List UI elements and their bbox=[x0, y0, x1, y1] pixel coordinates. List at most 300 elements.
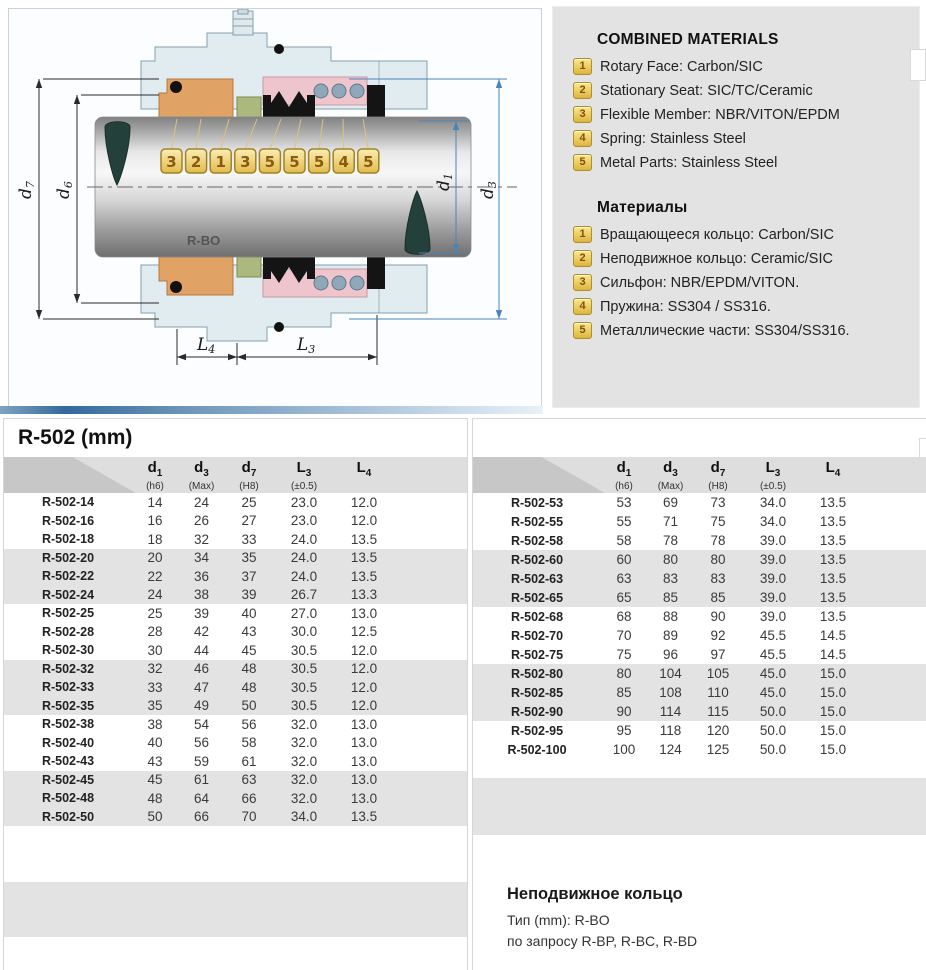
value-cell: 45 bbox=[241, 642, 257, 658]
table-row bbox=[4, 567, 467, 586]
material-item-label: Stationary Seat: SIC/TC/Ceramic bbox=[600, 82, 813, 99]
value-cell: 118 bbox=[659, 723, 682, 738]
value-cell: 26 bbox=[193, 513, 210, 529]
table-row bbox=[4, 641, 467, 660]
value-cell: 95 bbox=[616, 723, 632, 738]
material-item bbox=[573, 82, 919, 99]
model-cell: R-502-20 bbox=[41, 550, 95, 565]
left-table-header bbox=[4, 457, 467, 493]
model-cell: R-502-53 bbox=[510, 495, 564, 510]
value-cell: 42 bbox=[193, 624, 210, 640]
table-row bbox=[4, 678, 467, 697]
value-cell: 24.0 bbox=[290, 550, 318, 566]
value-cell: 50.0 bbox=[759, 723, 787, 738]
value-cell: 39.0 bbox=[759, 571, 787, 586]
value-cell: 13.0 bbox=[350, 735, 378, 751]
callout-number-boxes bbox=[161, 149, 379, 173]
table-row bbox=[4, 623, 467, 642]
oring-dot-top bbox=[274, 44, 284, 54]
value-cell: 13.5 bbox=[350, 568, 378, 584]
value-cell: 90 bbox=[710, 609, 726, 624]
model-cell: R-502-90 bbox=[510, 704, 564, 719]
value-cell: 33 bbox=[241, 531, 257, 547]
material-item-label: Spring: Stainless Steel bbox=[600, 130, 746, 147]
table-row bbox=[4, 549, 467, 568]
value-cell: 40 bbox=[147, 735, 163, 751]
value-cell: 13.0 bbox=[350, 716, 378, 732]
value-cell: 54 bbox=[193, 716, 210, 732]
value-cell: 12.0 bbox=[350, 661, 378, 677]
item-number-badge: 5 bbox=[573, 154, 592, 171]
value-cell: 35 bbox=[147, 698, 163, 714]
value-cell: 13.5 bbox=[350, 809, 378, 825]
callout-number: 2 bbox=[190, 153, 202, 171]
value-cell: 45.5 bbox=[759, 628, 787, 643]
value-cell: 45.5 bbox=[759, 647, 787, 662]
model-cell: R-502-30 bbox=[41, 643, 95, 658]
value-cell: 13.3 bbox=[350, 587, 378, 603]
value-cell: 45.0 bbox=[759, 666, 787, 681]
value-cell: 73 bbox=[710, 495, 726, 510]
value-cell: 32.0 bbox=[290, 735, 318, 751]
value-cell: 75 bbox=[616, 647, 632, 662]
seal-cross-section-diagram bbox=[9, 9, 541, 406]
item-number-badge: 2 bbox=[573, 82, 592, 99]
value-cell: 71 bbox=[662, 514, 679, 529]
value-cell: 13.0 bbox=[350, 772, 378, 788]
model-cell: R-502-60 bbox=[510, 552, 564, 567]
value-cell: 13.5 bbox=[350, 531, 378, 547]
filler-row bbox=[4, 937, 467, 956]
value-cell: 20 bbox=[147, 550, 163, 566]
table-row bbox=[473, 702, 926, 721]
callout-number: 5 bbox=[289, 153, 300, 171]
model-cell: R-502-85 bbox=[510, 685, 564, 700]
combined-materials-title: COMBINED MATERIALS bbox=[597, 31, 779, 48]
value-cell: 39.0 bbox=[759, 590, 787, 605]
column-header: $d_3$ (Max) bbox=[657, 459, 684, 492]
value-cell: 48 bbox=[241, 679, 257, 695]
value-cell: 12.0 bbox=[350, 494, 378, 510]
oring-dot-bottom bbox=[274, 322, 284, 332]
model-cell: R-502-32 bbox=[41, 661, 95, 676]
value-cell: 37 bbox=[241, 568, 257, 584]
callout-number: 5 bbox=[313, 153, 325, 171]
value-cell: 64 bbox=[193, 790, 210, 806]
seal-components-top bbox=[159, 77, 385, 117]
table-row bbox=[4, 715, 467, 734]
material-item-label: Пружина: SS304 / SS316. bbox=[600, 298, 771, 315]
value-cell: 53 bbox=[616, 495, 632, 510]
filler-row bbox=[473, 759, 926, 778]
value-cell: 13.5 bbox=[819, 495, 847, 510]
value-cell: 12.0 bbox=[350, 513, 378, 529]
value-cell: 110 bbox=[707, 685, 729, 700]
value-cell: 65 bbox=[616, 590, 632, 605]
item-number-badge: 3 bbox=[573, 274, 592, 291]
value-cell: 70 bbox=[241, 809, 257, 825]
value-cell: 46 bbox=[193, 661, 210, 677]
material-item bbox=[573, 154, 919, 171]
value-cell: 97 bbox=[710, 647, 726, 662]
filler-row bbox=[4, 845, 467, 864]
value-cell: 115 bbox=[707, 704, 729, 719]
value-cell: 13.0 bbox=[350, 790, 378, 806]
value-cell: 12.0 bbox=[350, 698, 378, 714]
materials-panel bbox=[552, 6, 920, 408]
value-cell: 27 bbox=[241, 513, 257, 529]
material-item-label: Сильфон: NBR/EPDM/VITON. bbox=[600, 274, 800, 291]
callout-number: 3 bbox=[240, 153, 251, 171]
model-cell: R-502-33 bbox=[41, 680, 95, 695]
value-cell: 100 bbox=[612, 742, 636, 757]
value-cell: 50 bbox=[241, 698, 257, 714]
value-cell: 32.0 bbox=[290, 790, 318, 806]
value-cell: 30.5 bbox=[290, 679, 318, 695]
filler-row bbox=[4, 863, 467, 882]
model-cell: R-502-100 bbox=[507, 742, 567, 757]
value-cell: 55 bbox=[616, 514, 632, 529]
value-cell: 120 bbox=[706, 723, 730, 738]
value-cell: 50.0 bbox=[759, 704, 787, 719]
column-header: $d_7$ (H8) bbox=[239, 459, 259, 492]
value-cell: 22 bbox=[147, 568, 163, 584]
value-cell: 63 bbox=[241, 772, 257, 788]
value-cell: 24.0 bbox=[290, 531, 318, 547]
value-cell: 114 bbox=[659, 704, 682, 719]
value-cell: 48 bbox=[241, 661, 257, 677]
model-cell: R-502-65 bbox=[510, 590, 564, 605]
value-cell: 13.5 bbox=[819, 533, 847, 548]
dim-label-d7: d7 bbox=[16, 181, 37, 199]
value-cell: 43 bbox=[241, 624, 257, 640]
value-cell: 88 bbox=[662, 609, 679, 624]
value-cell: 85 bbox=[710, 590, 726, 605]
value-cell: 104 bbox=[659, 666, 682, 681]
table-row bbox=[473, 569, 926, 588]
value-cell: 32.0 bbox=[290, 753, 318, 769]
value-cell: 50 bbox=[147, 809, 163, 825]
model-cell: R-502-35 bbox=[41, 698, 95, 713]
value-cell: 25 bbox=[241, 494, 257, 510]
model-cell: R-502-43 bbox=[41, 754, 95, 769]
value-cell: 68 bbox=[616, 609, 632, 624]
value-cell: 28 bbox=[147, 624, 163, 640]
callout-number: 1 bbox=[215, 153, 226, 171]
model-cell: R-502-22 bbox=[41, 569, 95, 584]
table-row bbox=[4, 734, 467, 753]
value-cell: 80 bbox=[710, 552, 726, 567]
value-cell: 58 bbox=[616, 533, 632, 548]
value-cell: 24.0 bbox=[290, 568, 318, 584]
russian-materials-title: Материалы bbox=[597, 199, 688, 216]
right-table-title-spacer bbox=[473, 419, 926, 457]
value-cell: 30.5 bbox=[290, 642, 318, 658]
item-number-badge: 1 bbox=[573, 58, 592, 75]
value-cell: 78 bbox=[662, 533, 679, 548]
value-cell: 43 bbox=[147, 753, 163, 769]
model-cell: R-502-16 bbox=[41, 513, 95, 528]
value-cell: 12.0 bbox=[350, 679, 378, 695]
value-cell: 58 bbox=[241, 735, 257, 751]
model-cell: R-502-58 bbox=[510, 533, 564, 548]
material-item-label: Вращающееся кольцо: Carbon/SIC bbox=[600, 226, 834, 243]
callout-number: 5 bbox=[264, 153, 276, 171]
table-row bbox=[473, 493, 926, 512]
model-cell: R-502-40 bbox=[41, 735, 95, 750]
item-number-badge: 3 bbox=[573, 106, 592, 123]
value-cell: 40 bbox=[241, 605, 257, 621]
value-cell: 63 bbox=[616, 571, 632, 586]
value-cell: 30 bbox=[147, 642, 163, 658]
callout-number: 3 bbox=[166, 153, 177, 171]
table-row bbox=[4, 660, 467, 679]
note-title: Неподвижное кольцо bbox=[507, 885, 683, 903]
value-cell: 32 bbox=[193, 531, 210, 547]
material-item-label: Металлические части: SS304/SS316. bbox=[600, 322, 850, 339]
value-cell: 39.0 bbox=[759, 609, 787, 624]
item-number-badge: 4 bbox=[573, 298, 592, 315]
value-cell: 18 bbox=[147, 531, 163, 547]
item-number-badge: 4 bbox=[573, 130, 592, 147]
left-table-panel bbox=[3, 418, 468, 970]
value-cell: 45.0 bbox=[759, 685, 787, 700]
value-cell: 105 bbox=[706, 666, 730, 681]
value-cell: 30.0 bbox=[290, 624, 318, 640]
value-cell: 59 bbox=[193, 753, 210, 769]
value-cell: 26.7 bbox=[290, 587, 318, 603]
value-cell: 45 bbox=[147, 772, 163, 788]
value-cell: 108 bbox=[659, 685, 682, 700]
model-cell: R-502-48 bbox=[41, 791, 95, 806]
value-cell: 80 bbox=[662, 552, 679, 567]
filler-row bbox=[4, 826, 467, 845]
material-item-label: Flexible Member: NBR/VITON/EPDM bbox=[600, 106, 840, 123]
value-cell: 90 bbox=[616, 704, 632, 719]
value-cell: 25 bbox=[147, 605, 163, 621]
value-cell: 49 bbox=[193, 698, 210, 714]
dim-label-L4: L4 bbox=[197, 335, 216, 356]
table-row bbox=[473, 550, 926, 569]
value-cell: 34.0 bbox=[759, 514, 787, 529]
table-row bbox=[473, 645, 926, 664]
value-cell: 13.5 bbox=[819, 552, 847, 567]
value-cell: 50.0 bbox=[759, 742, 787, 757]
value-cell: 30.5 bbox=[290, 698, 318, 714]
column-header: $d_7$ (H8) bbox=[708, 459, 728, 492]
table-row bbox=[473, 531, 926, 550]
value-cell: 89 bbox=[662, 628, 679, 643]
column-header: $L_4$ bbox=[825, 459, 841, 479]
panel-tab-notch bbox=[910, 49, 926, 81]
model-cell: R-502-28 bbox=[41, 624, 95, 639]
column-header: $d_1$ (h6) bbox=[615, 459, 633, 492]
value-cell: 13.0 bbox=[350, 753, 378, 769]
filler-row bbox=[473, 778, 926, 797]
callout-number: 5 bbox=[363, 153, 374, 171]
model-cell: R-502-80 bbox=[510, 666, 564, 681]
right-table-panel bbox=[472, 418, 926, 970]
value-cell: 38 bbox=[147, 716, 163, 732]
value-cell: 66 bbox=[241, 790, 257, 806]
note-type-line: Тип (mm): R-BO bbox=[507, 912, 610, 928]
note-request-line: по запросу R-BP, R-BC, R-BD bbox=[507, 933, 698, 949]
value-cell: 39.0 bbox=[759, 552, 787, 567]
value-cell: 32.0 bbox=[290, 716, 318, 732]
model-cell: R-502-55 bbox=[510, 514, 564, 529]
model-cell: R-502-38 bbox=[41, 717, 95, 732]
table-row bbox=[4, 493, 467, 512]
value-cell: 70 bbox=[616, 628, 632, 643]
value-cell: 78 bbox=[710, 533, 726, 548]
value-cell: 13.5 bbox=[819, 609, 847, 624]
dim-label-d6: d6 bbox=[54, 181, 75, 199]
value-cell: 15.0 bbox=[819, 685, 847, 700]
value-cell: 85 bbox=[616, 685, 632, 700]
value-cell: 39 bbox=[241, 587, 257, 603]
set-screw bbox=[233, 9, 253, 35]
model-cell: R-502-68 bbox=[510, 609, 564, 624]
table-row bbox=[473, 740, 926, 759]
value-cell: 96 bbox=[662, 647, 679, 662]
value-cell: 124 bbox=[659, 742, 682, 757]
table-row bbox=[4, 586, 467, 605]
value-cell: 13.5 bbox=[819, 571, 847, 586]
right-table-header bbox=[473, 457, 926, 493]
filler-row bbox=[473, 816, 926, 835]
material-item bbox=[573, 298, 919, 315]
filler-row bbox=[473, 797, 926, 816]
material-item bbox=[573, 58, 919, 75]
filler-row bbox=[4, 882, 467, 901]
table-row bbox=[473, 683, 926, 702]
value-cell: 92 bbox=[710, 628, 726, 643]
right-table-body bbox=[473, 493, 926, 835]
value-cell: 83 bbox=[710, 571, 726, 586]
model-cell: R-502-24 bbox=[41, 587, 95, 602]
dim-label-d1: d1 bbox=[434, 173, 455, 191]
value-cell: 14.5 bbox=[819, 647, 847, 662]
value-cell: 44 bbox=[193, 642, 210, 658]
value-cell: 69 bbox=[662, 495, 679, 510]
value-cell: 75 bbox=[710, 514, 726, 529]
table-row bbox=[4, 512, 467, 531]
material-item bbox=[573, 250, 919, 267]
left-table-body bbox=[4, 493, 467, 970]
combined-materials-list bbox=[573, 58, 919, 171]
value-cell: 61 bbox=[241, 753, 257, 769]
table-row bbox=[473, 512, 926, 531]
material-item-label: Неподвижное кольцо: Ceramic/SIC bbox=[600, 250, 833, 267]
value-cell: 36 bbox=[193, 568, 210, 584]
table-row bbox=[473, 607, 926, 626]
column-header: $d_3$ (Max) bbox=[188, 459, 215, 492]
value-cell: 47 bbox=[193, 679, 210, 695]
value-cell: 30.5 bbox=[290, 661, 318, 677]
material-item bbox=[573, 130, 919, 147]
value-cell: 38 bbox=[193, 587, 210, 603]
value-cell: 13.0 bbox=[350, 605, 378, 621]
model-cell: R-502-45 bbox=[41, 772, 95, 787]
table-row bbox=[4, 789, 467, 808]
model-cell: R-502-63 bbox=[510, 571, 564, 586]
table-row bbox=[4, 808, 467, 827]
filler-row bbox=[4, 919, 467, 938]
value-cell: 125 bbox=[706, 742, 730, 757]
value-cell: 56 bbox=[193, 735, 210, 751]
stationary-ring-note bbox=[507, 885, 926, 952]
table-row bbox=[473, 626, 926, 645]
value-cell: 60 bbox=[616, 552, 632, 567]
value-cell: 24 bbox=[147, 587, 163, 603]
filler-row bbox=[4, 900, 467, 919]
column-header: $L_3$ (±0.5) bbox=[290, 459, 318, 492]
value-cell: 23.0 bbox=[290, 513, 318, 529]
value-cell: 33 bbox=[147, 679, 163, 695]
column-header: $L_4$ bbox=[356, 459, 372, 479]
value-cell: 34 bbox=[193, 550, 210, 566]
value-cell: 32 bbox=[147, 661, 163, 677]
value-cell: 83 bbox=[662, 571, 679, 586]
value-cell: 15.0 bbox=[819, 666, 847, 681]
table-row bbox=[4, 530, 467, 549]
material-item-label: Metal Parts: Stainless Steel bbox=[600, 154, 778, 171]
model-cell: R-502-95 bbox=[510, 723, 564, 738]
item-number-badge: 2 bbox=[573, 250, 592, 267]
left-table-title: R-502 (mm) bbox=[18, 426, 133, 449]
column-header: $L_3$ (±0.5) bbox=[759, 459, 787, 492]
filler-row bbox=[4, 956, 467, 970]
value-cell: 13.5 bbox=[819, 514, 847, 529]
seal-diagram-panel bbox=[8, 8, 542, 407]
column-header: $d_1$ (h6) bbox=[146, 459, 164, 492]
value-cell: 66 bbox=[193, 809, 210, 825]
material-item bbox=[573, 274, 919, 291]
table-row bbox=[4, 604, 467, 623]
blue-divider-bar bbox=[0, 406, 543, 414]
model-cell: R-502-70 bbox=[510, 628, 564, 643]
value-cell: 15.0 bbox=[819, 723, 847, 738]
value-cell: 32.0 bbox=[290, 772, 318, 788]
material-item bbox=[573, 226, 919, 243]
value-cell: 13.5 bbox=[350, 550, 378, 566]
value-cell: 16 bbox=[147, 513, 163, 529]
table-row bbox=[4, 752, 467, 771]
dim-label-L3: L3 bbox=[297, 335, 316, 356]
value-cell: 61 bbox=[193, 772, 210, 788]
model-cell: R-502-25 bbox=[41, 606, 95, 621]
value-cell: 15.0 bbox=[819, 704, 847, 719]
material-item bbox=[573, 106, 919, 123]
value-cell: 14.5 bbox=[819, 628, 847, 643]
table-row bbox=[4, 697, 467, 716]
value-cell: 56 bbox=[241, 716, 257, 732]
value-cell: 15.0 bbox=[819, 742, 847, 757]
seal-components-bottom bbox=[159, 257, 385, 297]
russian-materials-list bbox=[573, 226, 919, 339]
model-cell: R-502-18 bbox=[41, 532, 95, 547]
value-cell: 12.5 bbox=[350, 624, 378, 640]
value-cell: 14 bbox=[147, 494, 163, 510]
callout-number: 4 bbox=[338, 153, 349, 171]
table-row bbox=[473, 664, 926, 683]
value-cell: 35 bbox=[241, 550, 257, 566]
value-cell: 85 bbox=[662, 590, 679, 605]
table-row bbox=[473, 721, 926, 740]
value-cell: 27.0 bbox=[290, 605, 318, 621]
value-cell: 39 bbox=[193, 605, 210, 621]
model-cell: R-502-14 bbox=[41, 495, 95, 510]
